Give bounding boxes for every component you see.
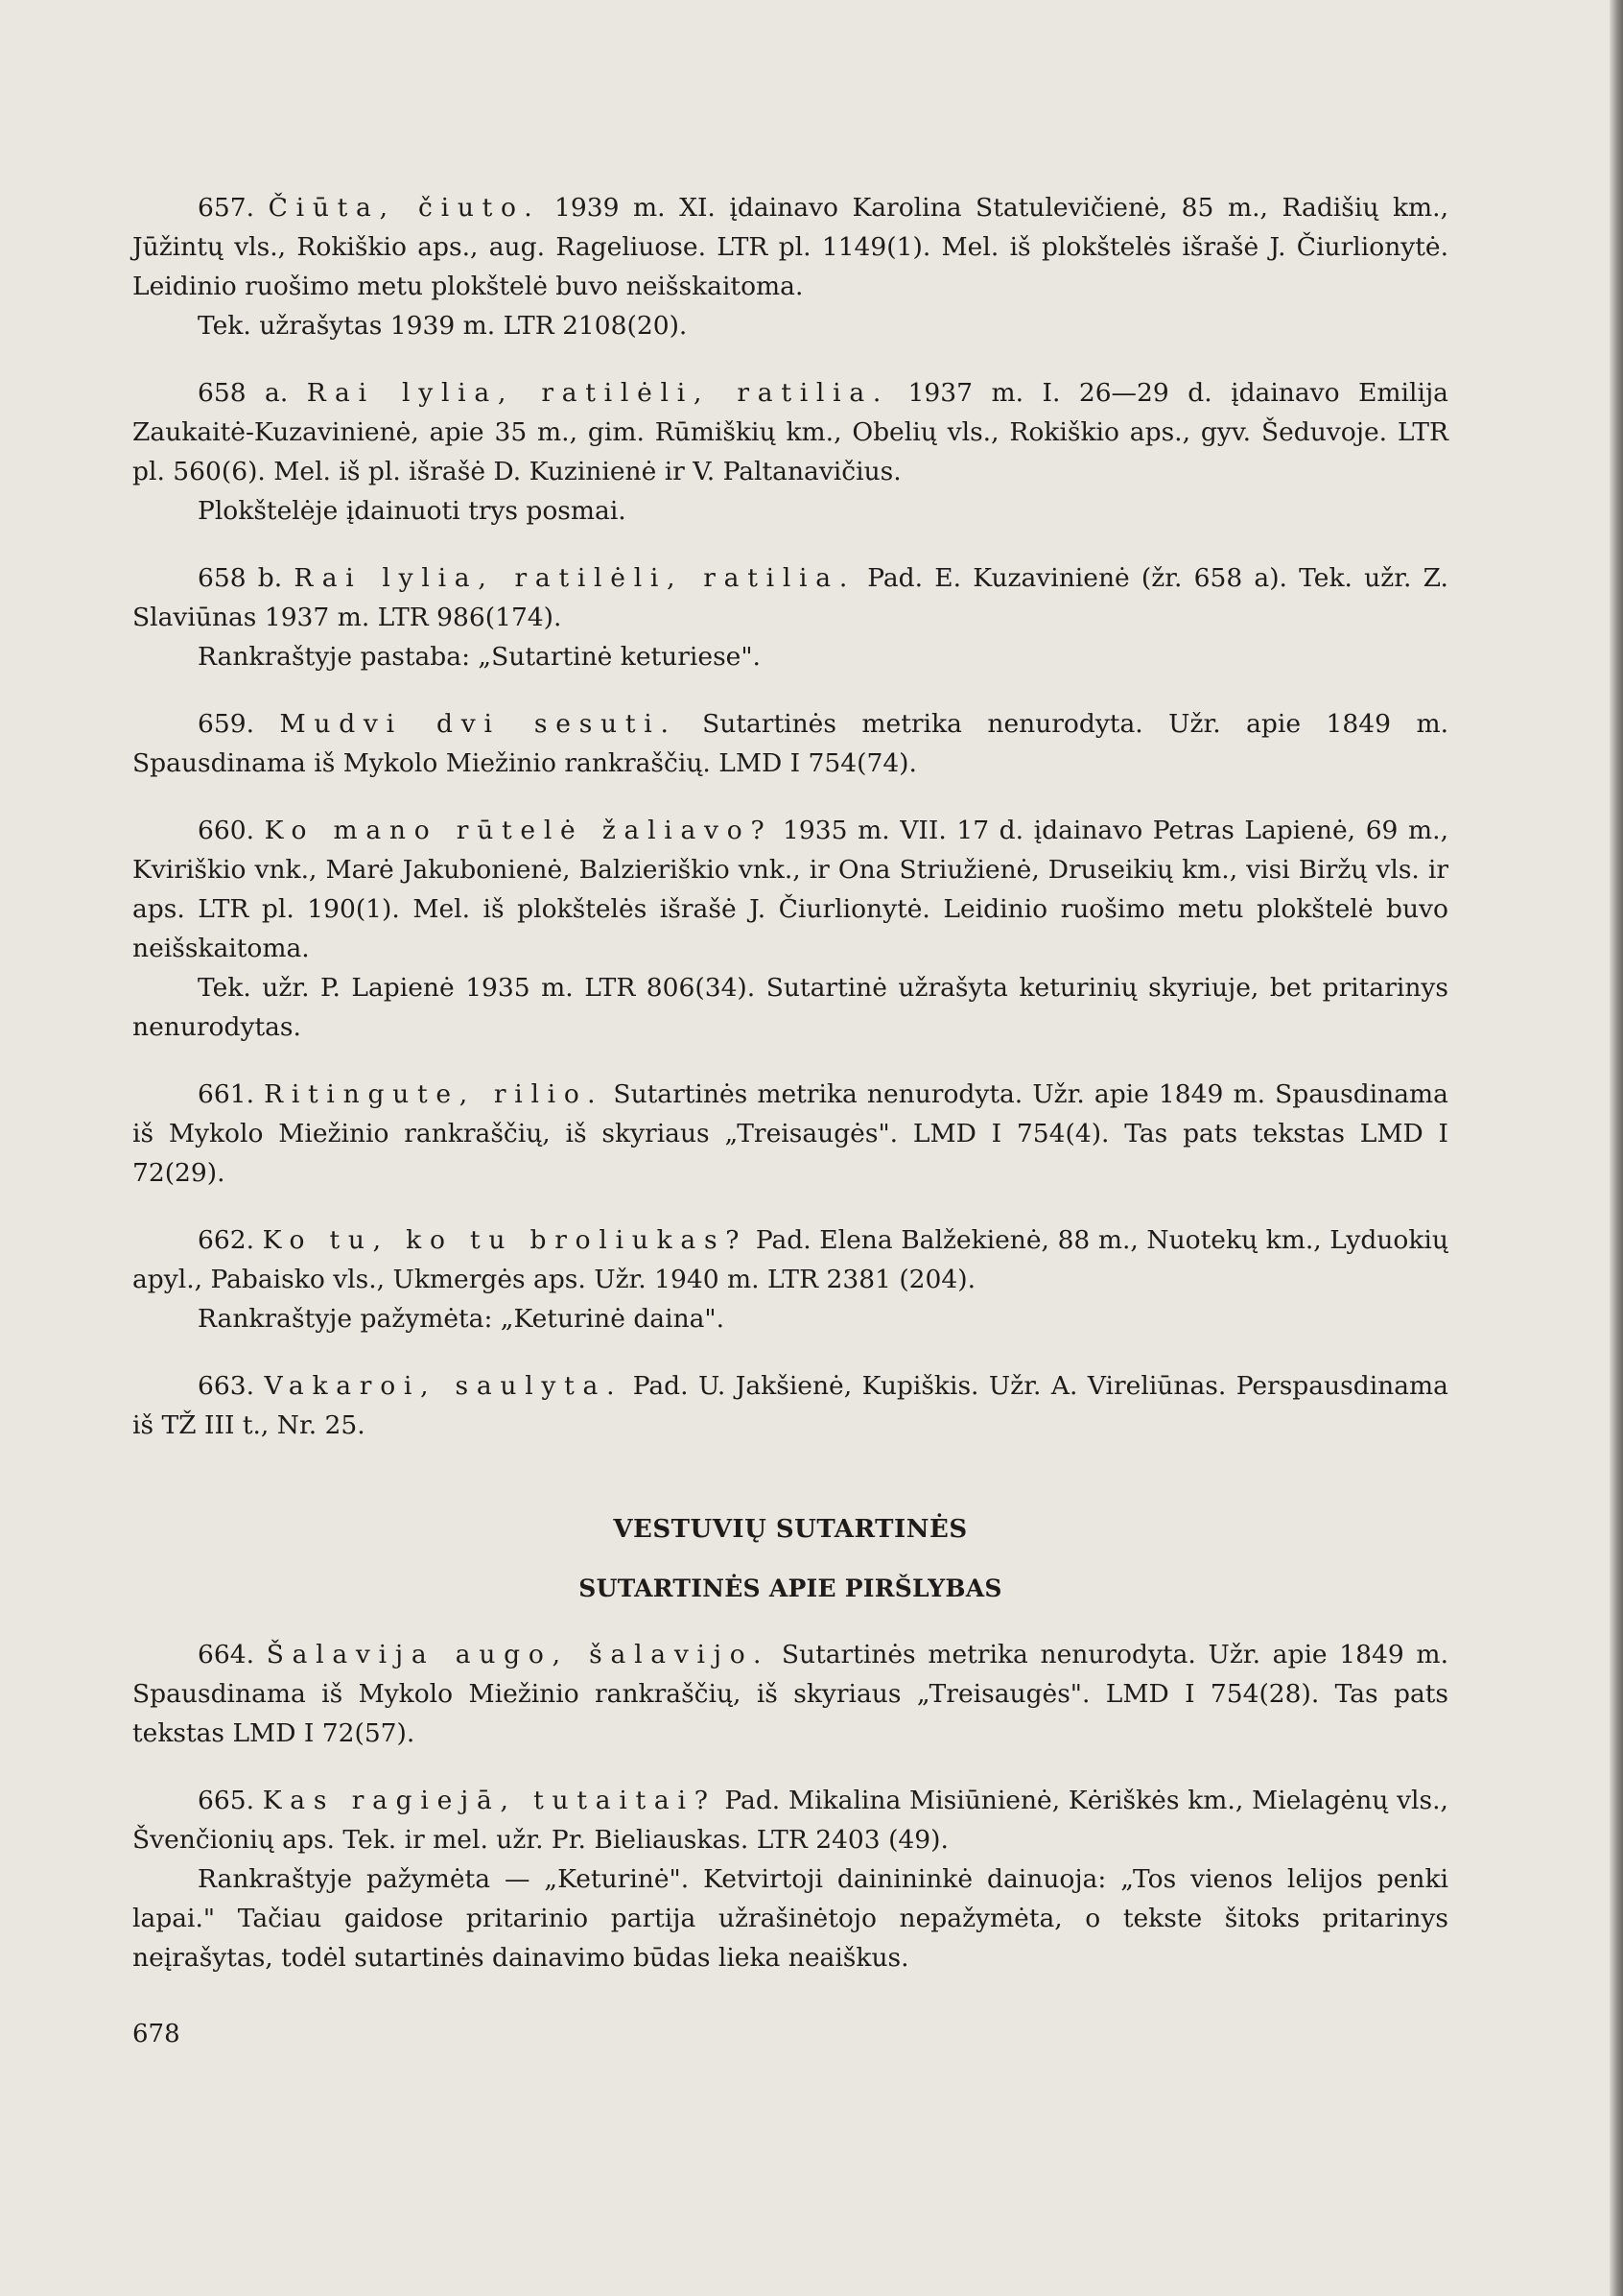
entry-body: Sutartinės metrika nenurodyta. Užr. apie 1849 m. Spausdinama iš Mykolo Miežinio rankraščių, iš skyriaus „Treisaugės". LMD I 754(4). Tas pats tekstas LMD I 72(29). <box>132 1079 1448 1188</box>
entry-note: Rankraštyje pastaba: „Sutartinė keturiese". <box>198 642 761 672</box>
entry-number: 657. <box>198 193 255 223</box>
entry-number: 659. <box>198 709 255 739</box>
entry-number: 664. <box>198 1640 255 1669</box>
entry-note: Rankraštyje pažymėta: „Keturinė daina". <box>198 1304 725 1334</box>
entry-note: Rankraštyje pažymėta — „Keturinė". Ketvirtoji dainininkė dainuoja: „Tos vienos lelijos penki lapai." Tačiau gaidose pritarinio partija užrašinėtojo nepažymėta, o tekste šitoks pritarinys neįrašytas, todėl sutartinės dainavimo būdas lieka neaiškus. <box>132 1864 1448 1973</box>
entry-number: 665. <box>198 1786 255 1815</box>
entry-number: 658 b. <box>198 563 283 593</box>
subsection-heading: SUTARTINĖS APIE PIRŠLYBAS <box>578 1574 1002 1602</box>
entry-665 <box>132 1781 1448 1977</box>
entry-title: Kas ragiejā, tutaitai? <box>262 1786 717 1815</box>
entry-number: 658 a. <box>198 378 289 408</box>
entry-title: Rai lylia, ratilėli, ratilia. <box>306 378 890 408</box>
entry-title: Čiūta, čiuto. <box>268 193 541 223</box>
entry-body: Pad. Elena Balžekienė, 88 m., Nuotekų km., Lyduokių apyl., Pabaisko vls., Ukmergės aps. Užr. 1940 m. LTR 2381 (204). <box>132 1225 1448 1294</box>
entry-title: Ko mano rūtelė žaliavo? <box>264 816 773 845</box>
entry-body: Sutartinės metrika nenurodyta. Užr. apie 1849 m. Spausdinama iš Mykolo Miežinio rankraščių, iš skyriaus „Treisaugės". LMD I 754(28). Tas pats tekstas LMD I 72(57). <box>132 1640 1448 1748</box>
entry-title: Mudvi dvi sesuti. <box>279 709 677 739</box>
entry-body: 1939 m. XI. įdainavo Karolina Statulevičienė, 85 m., Radišių km., Jūžintų vls., Rokiškio aps., aug. Rageliuose. LTR pl. 1149(1). Mel. iš plokštelės išrašė J. Čiurlionytė. Leidinio ruošimo metu plokštelė buvo neišskaitoma. <box>132 193 1448 301</box>
entry-body: Sutartinės metrika nenurodyta. Užr. apie 1849 m. Spausdinama iš Mykolo Miežinio rankraščių. LMD I 754(74). <box>132 709 1448 778</box>
entry-658b <box>132 558 1448 676</box>
entry-body: 1935 m. VII. 17 d. įdainavo Petras Lapienė, 69 m., Kviriškio vnk., Marė Jakubonienė, Balzieriškio vnk., ir Ona Striužienė, Druseikių km., visi Biržų vls. ir aps. LTR pl. 190(1). Mel. iš plokštelės išrašė J. Čiurlionytė. Leidinio ruošimo metu plokštelė buvo neišskaitoma. <box>132 816 1448 963</box>
entry-note: Tek. užr. P. Lapienė 1935 m. LTR 806(34). Sutartinė užrašyta keturinių skyriuje, bet pritarinys nenurodytas. <box>132 973 1448 1042</box>
entry-title: Šalavija augo, šalavijo. <box>266 1640 770 1669</box>
entry-658a <box>132 373 1448 531</box>
scan-edge <box>1610 0 1623 2296</box>
entry-body: 1937 m. I. 26—29 d. įdainavo Emilija Zaukaitė-Kuzavinienė, apie 35 m., gim. Rūmiškių km., Obelių vls., Rokiškio aps., gyv. Šeduvoje. LTR pl. 560(6). Mel. iš pl. išrašė D. Kuzinienė ir V. Paltanavičius. <box>132 378 1448 486</box>
entry-664 <box>132 1635 1448 1753</box>
entry-660 <box>132 811 1448 1047</box>
entry-number: 663. <box>198 1371 255 1401</box>
entry-number: 660. <box>198 816 255 845</box>
entry-662 <box>132 1220 1448 1338</box>
entry-number: 661. <box>198 1079 255 1109</box>
entry-note: Plokštelėje įdainuoti trys posmai. <box>198 496 626 526</box>
page-number: 678 <box>132 2020 180 2048</box>
entry-title: Vakaroi, saulyta. <box>264 1371 623 1401</box>
entry-title: Rai lylia, ratilėli, ratilia. <box>294 563 856 593</box>
entry-657 <box>132 188 1448 345</box>
entry-663 <box>132 1366 1448 1445</box>
section-heading: VESTUVIŲ SUTARTINĖS <box>613 1515 968 1544</box>
entry-body: Pad. Mikalina Misiūnienė, Kėriškės km., Mielagėnų vls., Švenčionių aps. Tek. ir mel. užr. Pr. Bieliauskas. LTR 2403 (49). <box>132 1786 1448 1855</box>
entry-note: Tek. užrašytas 1939 m. LTR 2108(20). <box>198 311 688 341</box>
entry-title: Ko tu, ko tu broliukas? <box>262 1225 748 1255</box>
entry-661 <box>132 1075 1448 1193</box>
entry-number: 662. <box>198 1225 255 1255</box>
page-body <box>132 188 1448 2005</box>
entry-title: Ritingute, rilio. <box>264 1079 604 1109</box>
entry-body: Pad. E. Kuzavinienė (žr. 658 a). Tek. užr. Z. Slaviūnas 1937 m. LTR 986(174). <box>132 563 1448 632</box>
entry-body: Pad. U. Jakšienė, Kupiškis. Užr. A. Vireliūnas. Perspausdinama iš TŽ III t., Nr. 25. <box>132 1371 1448 1440</box>
entry-659 <box>132 704 1448 783</box>
